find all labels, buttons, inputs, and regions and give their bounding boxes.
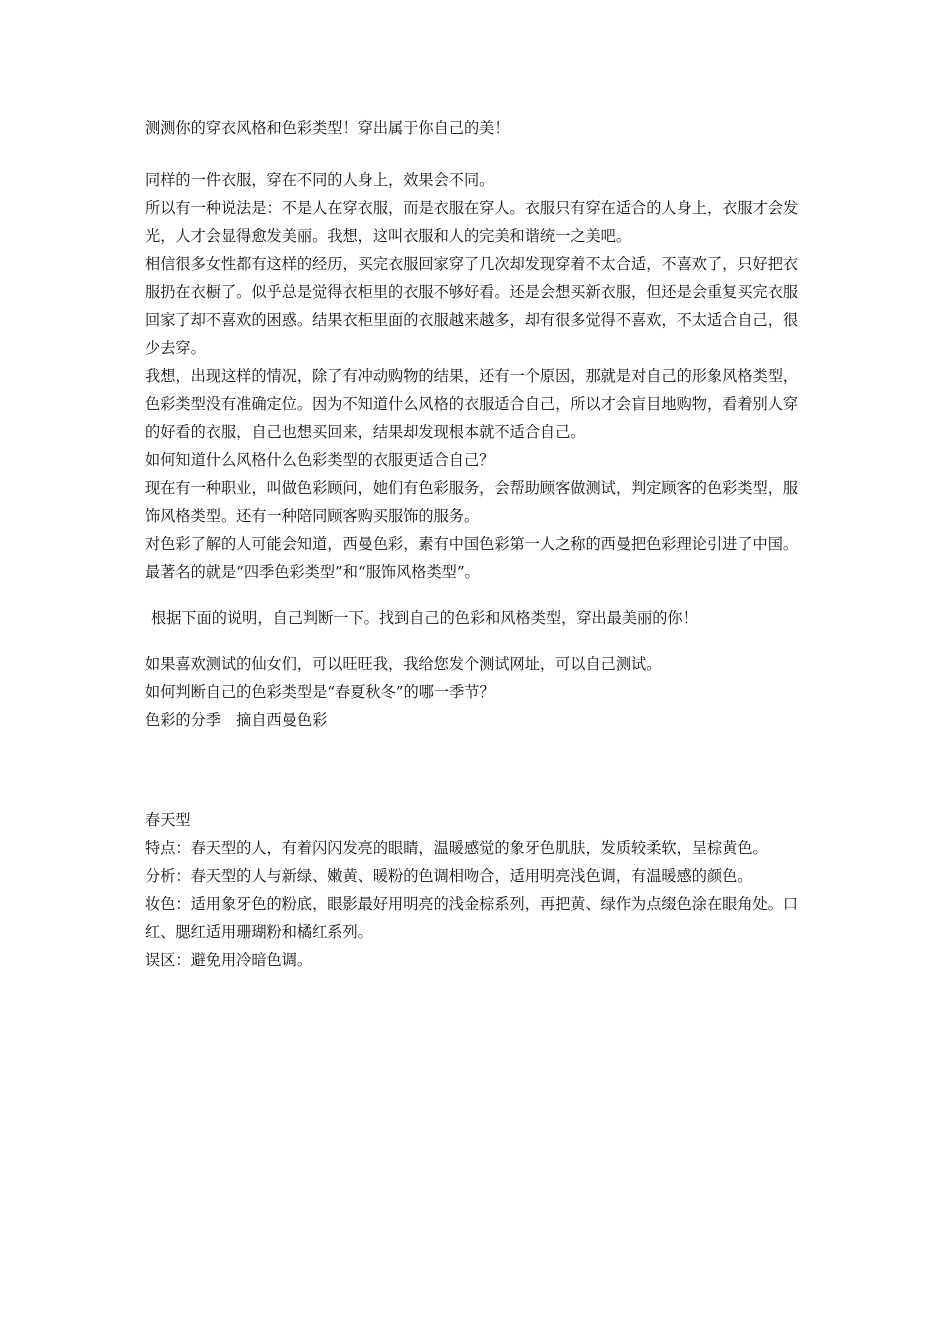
paragraph-source: 色彩的分季 摘自西曼色彩 [145, 711, 328, 729]
document-title: 测测你的穿衣风格和色彩类型！穿出属于你自己的美！ [145, 119, 510, 137]
document-body [145, 114, 810, 974]
paragraph: 如何判断自己的色彩类型是“春夏秋冬”的哪一季节？ [145, 683, 495, 701]
spring-analysis: 分析：春天型的人与新绿、嫩黄、暖粉的色调相吻合，适用明亮浅色调，有温暖感的颜色。 [145, 867, 753, 885]
paragraph: 对色彩了解的人可能会知道，西曼色彩，素有中国色彩第一人之称的西曼把色彩理论引进了中国。最著名的就是“四季色彩类型”和“服饰风格类型”。 [145, 535, 799, 581]
paragraph: 现在有一种职业，叫做色彩顾问，她们有色彩服务，会帮助顾客做测试，判定顾客的色彩类型，服饰风格类型。还有一种陪同顾客购买服饰的服务。 [145, 479, 799, 525]
spring-features: 特点：春天型的人，有着闪闪发亮的眼睛，温暖感觉的象牙色肌肤，发质较柔软，呈棕黄色。 [145, 839, 768, 857]
spring-makeup: 妆色：适用象牙色的粉底，眼影最好用明亮的浅金棕系列，再把黄、绿作为点缀色涂在眼角处。口红、腮红适用珊瑚粉和橘红系列。 [145, 895, 799, 941]
paragraph: 同样的一件衣服，穿在不同的人身上，效果会不同。 [145, 171, 495, 189]
section-heading-spring: 春天型 [145, 811, 191, 829]
paragraph-instruction: 根据下面的说明，自己判断一下。找到自己的色彩和风格类型，穿出最美丽的你！ [151, 609, 698, 627]
paragraph: 相信很多女性都有这样的经历，买完衣服回家穿了几次却发现穿着不太合适，不喜欢了，只好把衣服扔在衣橱了。似乎总是觉得衣柜里的衣服不够好看。还是会想买新衣服，但还是会重复买完衣服回家了却不喜欢的困惑。结果衣柜里面的衣服越来越多，却有很多觉得不喜欢，不太适合自己，很少去穿。 [145, 255, 799, 357]
paragraph: 如果喜欢测试的仙女们，可以旺旺我，我给您发个测试网址，可以自己测试。 [145, 655, 662, 673]
paragraph: 如何知道什么风格什么色彩类型的衣服更适合自己？ [145, 451, 495, 469]
paragraph: 所以有一种说法是：不是人在穿衣服，而是衣服在穿人。衣服只有穿在适合的人身上，衣服才会发光，人才会显得愈发美丽。我想，这叫衣服和人的完美和谐统一之美吧。 [145, 199, 799, 245]
spring-mistakes: 误区：避免用冷暗色调。 [145, 951, 313, 969]
paragraph: 我想，出现这样的情况，除了有冲动购物的结果，还有一个原因，那就是对自己的形象风格类型，色彩类型没有准确定位。因为不知道什么风格的衣服适合自己，所以才会盲目地购物，看着别人穿的好看的衣服，自己也想买回来，结果却发现根本就不适合自己。 [145, 367, 799, 441]
